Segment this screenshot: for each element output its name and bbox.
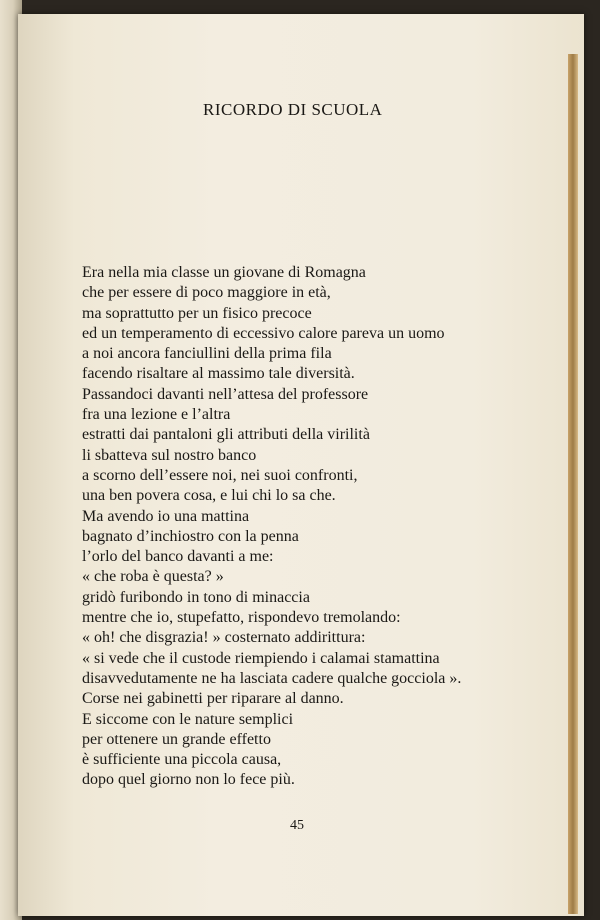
poem-line: l’orlo del banco davanti a me: xyxy=(82,548,274,566)
poem-line: gridò furibondo in tono di minaccia xyxy=(82,588,310,606)
page-stack-edge xyxy=(568,54,578,914)
poem-line: dopo quel giorno non lo fece più. xyxy=(82,771,295,789)
poem-line: « si vede che il custode riempiendo i calamai stamattina xyxy=(82,649,440,667)
poem-line: Era nella mia classe un giovane di Romagna xyxy=(82,264,366,281)
poem-line: « che roba è questa? » xyxy=(82,568,224,586)
page-number: 45 xyxy=(290,818,304,833)
poem-line: « oh! che disgrazia! » costernato addirittura: xyxy=(82,629,366,647)
poem-line: per ottenere un grande effetto xyxy=(82,730,271,748)
poem-line: che per essere di poco maggiore in età, xyxy=(82,284,331,302)
poem-line: li sbatteva sul nostro banco xyxy=(82,446,257,464)
poem-line: disavvedutamente ne ha lasciata cadere qualche gocciola ». xyxy=(82,669,462,687)
poem-line: a noi ancora fanciullini della prima fila xyxy=(82,345,332,363)
poem-line: una ben povera cosa, e lui chi lo sa che. xyxy=(82,487,336,505)
poem-line: mentre che io, stupefatto, rispondevo tremolando: xyxy=(82,609,401,627)
poem-line: Corse nei gabinetti per riparare al danno. xyxy=(82,690,344,708)
poem-line: ed un temperamento di eccessivo calore pareva un uomo xyxy=(82,324,445,342)
poem-title: RICORDO DI SCUOLA xyxy=(203,100,383,119)
poem-line: facendo risaltare al massimo tale diversità. xyxy=(82,365,355,383)
poem-body xyxy=(82,263,522,791)
poem-line: E siccome con le nature semplici xyxy=(82,710,294,728)
poem-line: Ma avendo io una mattina xyxy=(82,507,250,525)
poem-line: è sufficiente una piccola causa, xyxy=(82,751,282,769)
poem-line: ma soprattutto per un fisico precoce xyxy=(82,304,312,322)
poem-line: estratti dai pantaloni gli attributi della virilità xyxy=(82,426,370,444)
poem-line: Passandoci davanti nell’attesa del professore xyxy=(82,385,369,403)
poem-line: a scorno dell’essere noi, nei suoi confronti, xyxy=(82,466,358,484)
poem-line: bagnato d’inchiostro con la penna xyxy=(82,527,299,545)
poem-line: fra una lezione e l’altra xyxy=(82,406,231,424)
